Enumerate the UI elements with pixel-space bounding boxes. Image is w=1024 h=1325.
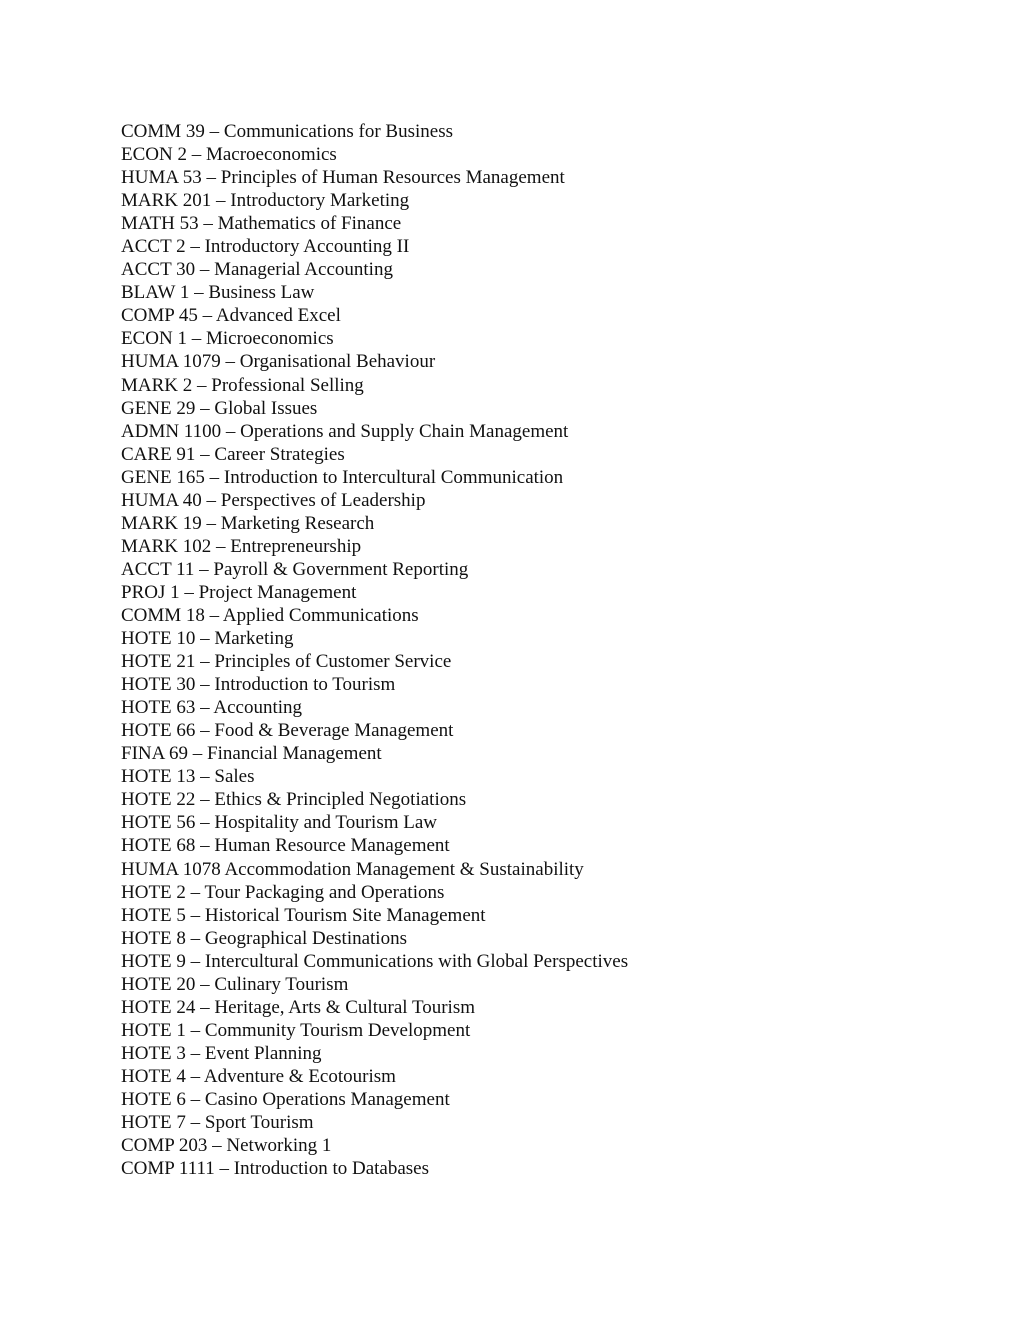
course-item: HOTE 13 – Sales — [121, 766, 255, 788]
course-item: HOTE 7 – Sport Tourism — [121, 1112, 314, 1134]
course-item: CARE 91 – Career Strategies — [121, 443, 345, 465]
course-item: ACCT 2 – Introductory Accounting II — [121, 236, 410, 258]
course-item: MATH 53 – Mathematics of Finance — [121, 213, 402, 235]
course-item: HOTE 3 – Event Planning — [121, 1042, 322, 1064]
course-item: HOTE 9 – Intercultural Communications with Global Perspectives — [121, 950, 629, 972]
course-item: HOTE 8 – Geographical Destinations — [121, 927, 407, 949]
course-item: COMM 39 – Communications for Business — [121, 121, 453, 142]
course-item: ECON 2 – Macroeconomics — [121, 144, 337, 166]
course-item: HOTE 22 – Ethics & Principled Negotiations — [121, 789, 467, 811]
course-item: GENE 165 – Introduction to Intercultural Communication — [121, 466, 564, 488]
course-item: COMP 45 – Advanced Excel — [121, 305, 341, 327]
course-item: MARK 2 – Professional Selling — [121, 374, 364, 396]
course-item: GENE 29 – Global Issues — [121, 397, 318, 419]
course-item: HOTE 10 – Marketing — [121, 628, 294, 650]
course-item: ACCT 11 – Payroll & Government Reporting — [121, 558, 469, 580]
course-item: HOTE 6 – Casino Operations Management — [121, 1088, 450, 1110]
course-item: FINA 69 – Financial Management — [121, 743, 382, 765]
course-item: HOTE 4 – Adventure & Ecotourism — [121, 1065, 396, 1087]
course-item: HUMA 53 – Principles of Human Resources Management — [121, 167, 565, 189]
course-item: HOTE 63 – Accounting — [121, 697, 303, 719]
course-item: HOTE 5 – Historical Tourism Site Management — [121, 904, 486, 926]
course-item: COMP 203 – Networking 1 — [121, 1135, 332, 1157]
course-item: HUMA 1079 – Organisational Behaviour — [121, 351, 436, 373]
course-item: PROJ 1 – Project Management — [121, 581, 357, 603]
course-item: COMP 1111 – Introduction to Databases — [121, 1158, 430, 1180]
course-item: BLAW 1 – Business Law — [121, 282, 315, 304]
course-item: HUMA 1078 Accommodation Management & Sustainability — [121, 858, 584, 880]
course-item: MARK 102 – Entrepreneurship — [121, 535, 362, 557]
course-item: HOTE 30 – Introduction to Tourism — [121, 674, 396, 696]
course-item: ADMN 1100 – Operations and Supply Chain Management — [121, 420, 569, 442]
course-item: HOTE 56 – Hospitality and Tourism Law — [121, 812, 438, 834]
course-item: COMM 18 – Applied Communications — [121, 604, 419, 626]
course-item: HOTE 20 – Culinary Tourism — [121, 973, 349, 995]
course-item: HOTE 66 – Food & Beverage Management — [121, 720, 454, 742]
course-item: ECON 1 – Microeconomics — [121, 328, 334, 350]
course-item: MARK 201 – Introductory Marketing — [121, 190, 410, 212]
course-item: HOTE 24 – Heritage, Arts & Cultural Tourism — [121, 996, 475, 1018]
course-item: MARK 19 – Marketing Research — [121, 512, 375, 534]
course-item: HOTE 2 – Tour Packaging and Operations — [121, 881, 445, 903]
course-item: HOTE 68 – Human Resource Management — [121, 835, 450, 857]
course-item: HUMA 40 – Perspectives of Leadership — [121, 489, 426, 511]
course-item: ACCT 30 – Managerial Accounting — [121, 259, 393, 281]
course-item: HOTE 21 – Principles of Customer Service — [121, 651, 452, 673]
course-item: HOTE 1 – Community Tourism Development — [121, 1019, 471, 1041]
course-list — [121, 120, 628, 1180]
